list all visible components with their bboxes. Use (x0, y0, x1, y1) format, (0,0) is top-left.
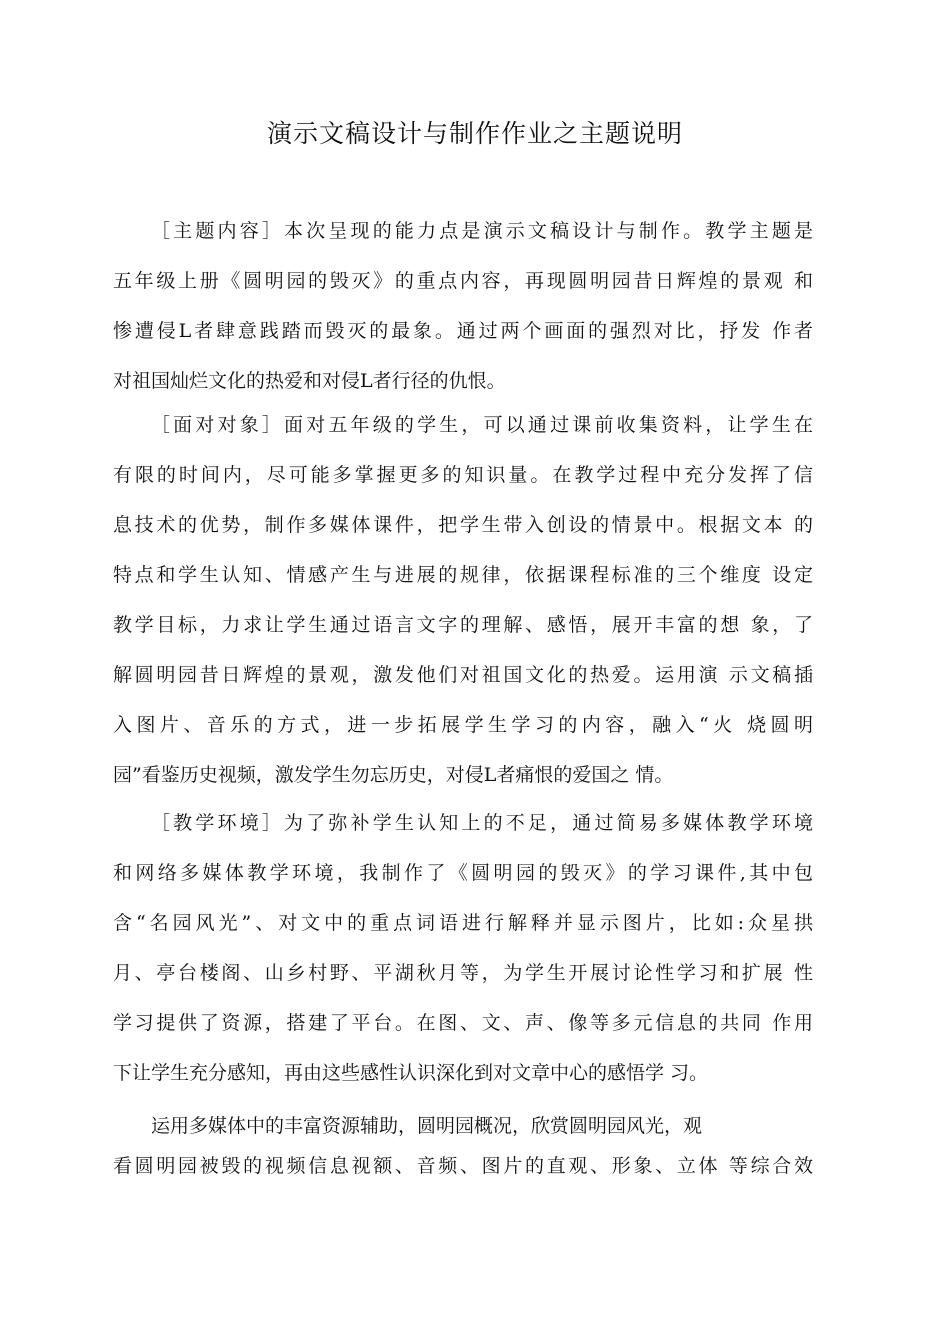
paragraph-multimedia-use (113, 1106, 813, 1186)
text-line: 惨遭侵L者肆意践踏而毁灭的最象。通过两个画面的强烈对比，抒发 作者 (113, 320, 813, 342)
paragraph-teaching-environment (113, 798, 813, 1098)
document-title: 演示文稿设计与制作作业之主题说明 (266, 119, 683, 148)
paragraph-theme-content (113, 206, 813, 406)
text-line: 息技术的优势，制作多媒体课件，把学生带入创设的情景中。根据文本 的 (113, 514, 813, 536)
text-line: 下让学生充分感知，再由这些感性认识深化到对文章中心的感悟学 习。 (113, 1062, 709, 1084)
text-line: 含“名园风光”、对文中的重点词语进行解释并显示图片，比如:众星拱 (113, 912, 813, 934)
text-line: 学习提供了资源，搭建了平台。在图、文、声、像等多元信息的共同 作用 (113, 1012, 813, 1034)
text-line: 看圆明园被毁的视频信息视额、音频、图片的直观、形象、立体 等综合效 (113, 1155, 813, 1177)
text-line: 五年级上册《圆明园的毁灭》的重点内容，再现圆明园昔日辉煌的景观 和 (113, 270, 813, 292)
text-line: ［主题内容］本次呈现的能力点是演示文稿设计与制作。教学主题是 (151, 220, 813, 242)
text-line: 有限的时间内，尽可能多掌握更多的知识量。在教学过程中充分发挥了信 (113, 464, 813, 486)
text-line: 运用多媒体中的丰富资源辅助，圆明园概况，欣赏圆明园风光，观 (151, 1115, 703, 1137)
text-line: 入图片、音乐的方式，进一步拓展学生学习的内容，融入“火 烧圆明 (113, 714, 813, 736)
text-line: 园”看鉴历史视频，激发学生勿忘历史，对侵L者痛恨的爱国之 情。 (113, 764, 674, 786)
text-line: 特点和学生认知、情感产生与进展的规律，依据课程标准的三个维度 设定 (113, 564, 813, 586)
text-line: 教学目标，力求让学生通过语言文字的理解、感悟，展开丰富的想 象，了 (113, 614, 813, 636)
text-line: 月、亭台楼阁、山乡村野、平湖秋月等，为学生开展讨论性学习和扩展 性 (113, 962, 813, 984)
text-line: 解圆明园昔日辉煌的景观，激发他们对祖国文化的热爱。运用演 示文稿插 (113, 664, 813, 686)
text-line: 对祖国灿烂文化的热爱和对侵L者行径的仇恨。 (113, 370, 506, 392)
paragraph-target-audience (113, 400, 813, 800)
text-line: ［面对对象］面对五年级的学生，可以通过课前收集资料，让学生在 (151, 414, 813, 436)
text-line: 和网络多媒体教学环境，我制作了《圆明园的毁灭》的学习课件,其中包 (113, 862, 813, 884)
text-line: ［教学环境］为了弥补学生认知上的不足，通过简易多媒体教学环境 (151, 812, 813, 834)
